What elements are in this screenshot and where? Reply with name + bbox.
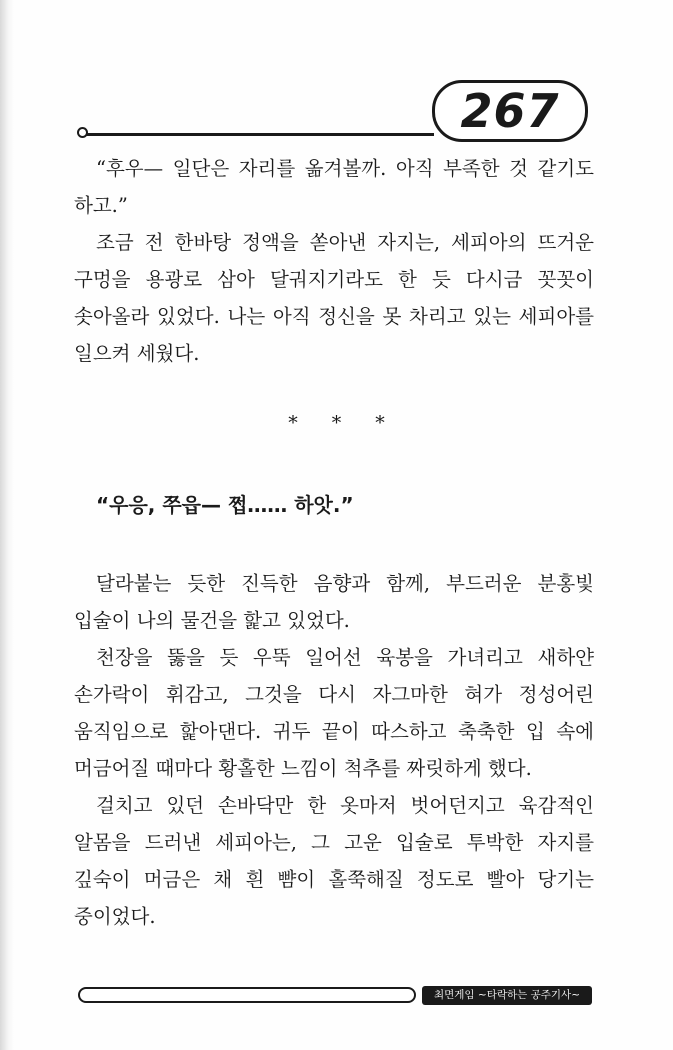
page-number: 267 <box>460 84 560 138</box>
footer-book-title: 최면게임 ~타락하는 공주기사~ <box>422 986 592 1005</box>
text-block-bottom <box>74 565 594 935</box>
page-number-frame <box>432 80 588 142</box>
header-rule <box>86 133 434 136</box>
scene-separator: * * * <box>288 412 399 434</box>
paragraph: 조금 전 한바탕 정액을 쏟아낸 자지는, 세피아의 뜨거운 구멍을 용광로 삼아 달궈지기라도 한 듯 다시금 꼿꼿이 솟아올라 있었다. 나는 아직 정신을 못 차리고 있는 세피아를 일으켜 세웠다. <box>74 231 594 365</box>
bold-dialogue-line: “우응, 쭈읍— 쩝…… 하앗.” <box>96 493 354 517</box>
paragraph: 달라붙는 듯한 진득한 음향과 함께, 부드러운 분홍빛 입술이 나의 물건을 핥고 있었다. <box>74 572 594 632</box>
paragraph: 천장을 뚫을 듯 우뚝 일어선 육봉을 가녀리고 새하얀 손가락이 휘감고, 그것을 다시 자그마한 혀가 정성어린 움직임으로 핥아댄다. 귀두 끝이 따스하고 축축한 입 속에 머금어질 때마다 황홀한 느낌이 척추를 짜릿하게 했다. <box>74 646 594 780</box>
text-block-top <box>74 150 594 372</box>
page-edge-shadow <box>0 0 14 1050</box>
paragraph: “후우— 일단은 자리를 옮겨볼까. 아직 부족한 것 같기도 하고.” <box>74 157 594 217</box>
footer-ornament-bar <box>78 987 416 1003</box>
paragraph: 걸치고 있던 손바닥만 한 옷마저 벗어던지고 육감적인 알몸을 드러낸 세피아는, 그 고운 입술로 투박한 자지를 깊숙이 머금은 채 흰 뺨이 홀쭉해질 정도로 빨아 당기는 중이었다. <box>74 794 594 928</box>
